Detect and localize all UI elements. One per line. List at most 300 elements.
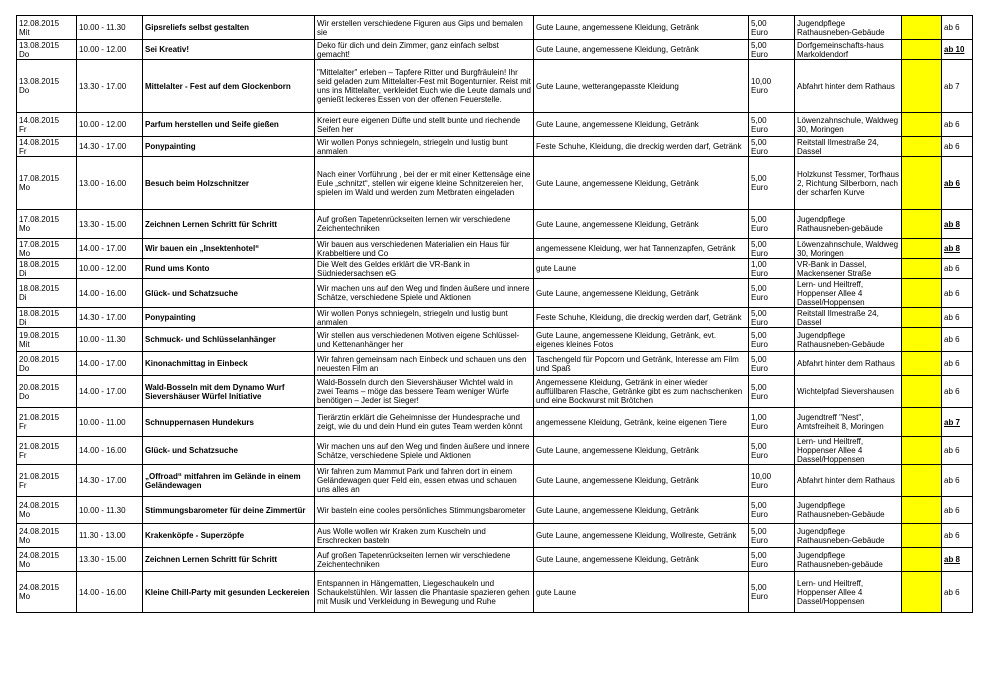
age-text: ab 6	[944, 120, 960, 129]
price-amount: 5,00	[751, 174, 767, 183]
bring-along-text: Gute Laune, wetterangepasste Kleidung	[536, 81, 679, 91]
activity-title: Sei Kreativ!	[145, 45, 190, 54]
highlight-cell	[902, 376, 942, 408]
location-text: Lern- und Heiltreff, Hoppenser Allee 4 Dassel/Hoppensen	[797, 437, 865, 464]
bring-along-cell	[534, 352, 749, 376]
activity-title-cell	[143, 60, 315, 113]
schedule-table	[16, 15, 973, 613]
weekday-text: Mo	[19, 592, 31, 601]
price-cell	[749, 210, 795, 239]
bring-along-cell	[534, 437, 749, 465]
price-currency: Euro	[751, 146, 768, 156]
description-text: Nach einer Vorführung , bei der er mit einer Kettensäge eine Eule „schnitzt“, stellen wir eigene kleine Schnitzereien her, spielen im Wald und werden zum Metbraten eingeladen	[317, 169, 531, 197]
price-currency: Euro	[751, 422, 768, 431]
location-cell	[795, 376, 902, 408]
date-cell	[17, 137, 77, 157]
time-text: 13.30 - 17.00	[79, 81, 127, 91]
price-currency: Euro	[751, 391, 768, 401]
age-text: ab 6	[944, 387, 960, 396]
date-text: 24.08.2015	[19, 526, 60, 536]
date-cell	[17, 113, 77, 137]
price-cell	[749, 308, 795, 328]
date-text: 17.08.2015	[19, 239, 60, 249]
table-row	[17, 328, 973, 352]
table-row	[17, 352, 973, 376]
date-text: 13.08.2015	[19, 40, 60, 50]
age-cell	[942, 572, 973, 613]
time-text: 10.00 - 11.00	[79, 417, 126, 427]
time-cell	[77, 210, 143, 239]
activity-title: Zeichnen Lernen Schritt für Schritt	[145, 219, 278, 229]
highlight-cell	[902, 259, 942, 279]
date-text: 24.08.2015	[19, 583, 60, 592]
date-cell	[17, 16, 77, 40]
price-cell	[749, 279, 795, 308]
price-amount: 5,00	[751, 441, 767, 451]
location-text: Jugendpflege Rathausneben-Gebäude	[797, 526, 885, 545]
price-cell	[749, 572, 795, 613]
weekday-text: Fr	[19, 422, 27, 431]
location-text: Jugendtreff "Nest", Amtsfreiheit 8, Moringen	[797, 413, 884, 431]
description-text: Wir stellen aus verschiedenen Motiven eigene Schlüssel- und Kettenanhänger her	[317, 330, 520, 349]
table-row	[17, 308, 973, 328]
highlight-cell	[902, 437, 942, 465]
bring-along-text: Gute Laune, angemessene Kleidung, Getränk	[536, 120, 699, 129]
description-cell	[315, 408, 534, 437]
price-currency: Euro	[751, 363, 768, 373]
bring-along-cell	[534, 210, 749, 239]
age-cell	[942, 157, 973, 210]
table-row	[17, 465, 973, 497]
price-amount: 5,00	[751, 18, 767, 28]
date-cell	[17, 157, 77, 210]
activity-title: Kinonachmittag in Einbeck	[145, 359, 248, 368]
description-cell	[315, 16, 534, 40]
time-cell	[77, 16, 143, 40]
time-cell	[77, 259, 143, 279]
activity-title: Zeichnen Lernen Schritt für Schritt	[145, 555, 278, 564]
date-cell	[17, 497, 77, 524]
price-amount: 5,00	[751, 583, 767, 592]
bring-along-cell	[534, 16, 749, 40]
location-text: Lern- und Heiltreff, Hoppenser Allee 4 Dassel/Hoppensen	[797, 578, 865, 606]
bring-along-text: Feste Schuhe, Kleidung, die dreckig werden darf, Getränk	[536, 142, 742, 151]
location-text: Löwenzahnschule, Waldweg 30, Moringen	[797, 115, 899, 134]
age-cell	[942, 352, 973, 376]
activity-title: „Offroad“ mitfahren im Gelände in einem Geländewagen	[145, 471, 301, 490]
activity-title: Wald-Bosseln mit dem Dynamo Wurf Sievershäuser Würfel Initiative	[145, 382, 285, 401]
date-cell	[17, 60, 77, 113]
age-text: ab 8	[944, 219, 961, 229]
age-cell	[942, 497, 973, 524]
weekday-text: Mo	[19, 510, 31, 519]
price-cell	[749, 113, 795, 137]
activity-title: Ponypainting	[145, 142, 196, 151]
date-cell	[17, 40, 77, 60]
age-cell	[942, 465, 973, 497]
age-cell	[942, 40, 973, 60]
description-text: Die Welt des Geldes erklärt die VR-Bank in Südniedersachsen eG	[317, 259, 470, 278]
price-cell	[749, 548, 795, 572]
highlight-cell	[902, 279, 942, 308]
age-text: ab 6	[944, 531, 960, 540]
weekday-text: Mit	[19, 339, 30, 349]
activity-title-cell	[143, 113, 315, 137]
location-cell	[795, 137, 902, 157]
location-cell	[795, 524, 902, 548]
price-cell	[749, 259, 795, 279]
schedule-document	[16, 15, 973, 613]
age-text: ab 8	[944, 244, 961, 253]
price-amount: 5,00	[751, 550, 767, 560]
date-cell	[17, 239, 77, 259]
price-currency: Euro	[751, 248, 768, 258]
activity-title: Ponypainting	[145, 313, 196, 322]
location-cell	[795, 408, 902, 437]
location-text: Jugendpflege Rathausneben-Gebäude	[797, 18, 885, 37]
location-text: Abfahrt hinter dem Rathaus	[797, 359, 895, 368]
price-cell	[749, 524, 795, 548]
table-row	[17, 259, 973, 279]
price-currency: Euro	[751, 293, 768, 302]
price-currency: Euro	[751, 124, 768, 134]
location-text: Abfahrt hinter dem Rathaus	[797, 81, 895, 91]
activity-title: Schnuppernasen Hundekurs	[145, 417, 254, 427]
age-text: ab 6	[944, 264, 960, 273]
price-amount: 5,00	[751, 215, 767, 224]
bring-along-text: Gute Laune, angemessene Kleidung, Getränk	[536, 45, 699, 54]
time-text: 14.00 - 17.00	[79, 387, 127, 396]
description-cell	[315, 137, 534, 157]
description-cell	[315, 376, 534, 408]
bring-along-text: Gute Laune, angemessene Kleidung, Getränk	[536, 178, 699, 188]
bring-along-cell	[534, 259, 749, 279]
age-text: ab 10	[944, 45, 965, 54]
highlight-cell	[902, 239, 942, 259]
activity-title-cell	[143, 328, 315, 352]
location-text: Dorfgemeinschafts-haus Markoldendorf	[797, 40, 884, 59]
price-cell	[749, 352, 795, 376]
activity-title: Glück- und Schatzsuche	[145, 288, 238, 298]
time-cell	[77, 408, 143, 437]
time-text: 10.00 - 12.00	[79, 45, 127, 54]
date-cell	[17, 328, 77, 352]
activity-title: Besuch beim Holzschnitzer	[145, 178, 250, 188]
bring-along-cell	[534, 497, 749, 524]
location-text: VR-Bank in Dassel, Mackensener Straße	[797, 259, 872, 278]
date-cell	[17, 408, 77, 437]
age-cell	[942, 279, 973, 308]
age-cell	[942, 408, 973, 437]
date-cell	[17, 259, 77, 279]
age-text: ab 6	[944, 23, 960, 32]
time-cell	[77, 437, 143, 465]
location-cell	[795, 16, 902, 40]
date-text: 18.08.2015	[19, 308, 60, 318]
time-cell	[77, 308, 143, 328]
age-text: ab 8	[944, 555, 961, 564]
time-cell	[77, 328, 143, 352]
time-text: 13.30 - 15.00	[79, 219, 127, 229]
price-currency: Euro	[751, 183, 768, 192]
activity-title: Kleine Chill-Party mit gesunden Leckereien	[145, 587, 310, 597]
description-text: Auf großen Tapetenrückseiten lernen wir verschiedene Zeichentechniken	[317, 550, 511, 569]
price-cell	[749, 408, 795, 437]
description-text: Wir machen uns auf den Weg und finden äußere und innere Schätze, verschiedene Spiele und Aktionen	[317, 441, 530, 460]
description-text: Wir erstellen verschiedene Figuren aus Gips und bemalen sie	[317, 18, 523, 37]
activity-title-cell	[143, 465, 315, 497]
table-row	[17, 40, 973, 60]
time-cell	[77, 524, 143, 548]
age-cell	[942, 113, 973, 137]
activity-title-cell	[143, 157, 315, 210]
price-currency: Euro	[751, 535, 768, 545]
table-row	[17, 60, 973, 113]
highlight-cell	[902, 137, 942, 157]
activity-title-cell	[143, 16, 315, 40]
description-text: Wir wollen Ponys schniegeln, striegeln und lustig bunt anmalen	[317, 137, 508, 156]
location-text: Lern- und Heiltreff, Hoppenser Allee 4 Dassel/Hoppensen	[797, 279, 865, 307]
bring-along-text: Gute Laune, angemessene Kleidung, Getränk	[536, 555, 699, 564]
location-text: Jugendpflege Rathausneben-Gebäude	[797, 330, 885, 349]
time-cell	[77, 113, 143, 137]
price-currency: Euro	[751, 592, 768, 601]
time-text: 10.00 - 12.00	[79, 120, 127, 129]
time-cell	[77, 352, 143, 376]
location-cell	[795, 40, 902, 60]
time-cell	[77, 465, 143, 497]
description-text: Deko für dich und dein Zimmer, ganz einfach selbst gemacht!	[317, 40, 499, 59]
location-cell	[795, 279, 902, 308]
price-cell	[749, 16, 795, 40]
bring-along-cell	[534, 465, 749, 497]
activity-title-cell	[143, 279, 315, 308]
weekday-text: Mit	[19, 27, 30, 37]
weekday-text: Do	[19, 86, 30, 95]
weekday-text: Di	[19, 268, 27, 278]
date-text: 12.08.2015	[19, 18, 60, 28]
highlight-cell	[902, 328, 942, 352]
time-text: 10.00 - 12.00	[79, 264, 127, 273]
date-text: 18.08.2015	[19, 259, 60, 269]
table-row	[17, 16, 973, 40]
activity-title-cell	[143, 239, 315, 259]
price-currency: Euro	[751, 450, 768, 460]
description-text: Wald-Bosseln durch den Sievershäuser Wichtel wald in zwei Teams – möge das bessere Team weniger Würfe benötigen – Jeder ist Sieger!	[317, 378, 513, 405]
price-currency: Euro	[751, 268, 768, 278]
highlight-cell	[902, 524, 942, 548]
table-row	[17, 437, 973, 465]
time-text: 10.00 - 11.30	[79, 505, 126, 515]
bring-along-text: Gute Laune, angemessene Kleidung, Getränk, evt. eigenes kleines Fotos	[536, 330, 717, 349]
activity-title-cell	[143, 352, 315, 376]
age-cell	[942, 259, 973, 279]
weekday-text: Do	[19, 363, 30, 373]
highlight-cell	[902, 497, 942, 524]
activity-title-cell	[143, 137, 315, 157]
price-currency: Euro	[751, 559, 768, 569]
age-text: ab 6	[944, 178, 961, 188]
price-currency: Euro	[751, 86, 768, 95]
time-text: 14.30 - 17.00	[79, 142, 127, 151]
location-text: Jugendpflege Rathausneben-gebäude	[797, 215, 883, 233]
bring-along-text: Gute Laune, angemessene Kleidung, Getränk	[536, 505, 699, 515]
activity-title-cell	[143, 210, 315, 239]
weekday-text: Mo	[19, 248, 31, 258]
table-row	[17, 497, 973, 524]
date-text: 20.08.2015	[19, 382, 60, 392]
date-cell	[17, 279, 77, 308]
location-cell	[795, 548, 902, 572]
location-text: Abfahrt hinter dem Rathaus	[797, 476, 895, 485]
price-amount: 5,00	[751, 330, 767, 340]
age-text: ab 6	[944, 587, 960, 597]
description-text: Wir fahren gemeinsam nach Einbeck und schauen uns den neuesten Film an	[317, 354, 527, 373]
highlight-cell	[902, 60, 942, 113]
time-cell	[77, 572, 143, 613]
activity-title: Glück- und Schatzsuche	[145, 446, 238, 455]
weekday-text: Fr	[19, 146, 27, 156]
age-cell	[942, 548, 973, 572]
age-text: ab 6	[944, 505, 960, 515]
bring-along-text: Angemessene Kleidung, Getränk in einer wieder auffüllbaren Flasche, Getränke gibt es zum nachschenken und eine Bockwurst mit Brötchen	[536, 378, 743, 405]
weekday-text: Mo	[19, 535, 31, 545]
description-text: Wir fahren zum Mammut Park und fahren dort in einem Geländewagen quer Feld ein, essen etwas und schauen uns alles an	[317, 467, 517, 494]
date-text: 21.08.2015	[19, 441, 60, 451]
location-cell	[795, 239, 902, 259]
description-cell	[315, 524, 534, 548]
description-cell	[315, 572, 534, 613]
table-row	[17, 157, 973, 210]
activity-title-cell	[143, 497, 315, 524]
description-cell	[315, 497, 534, 524]
age-text: ab 7	[944, 81, 960, 91]
age-cell	[942, 239, 973, 259]
time-cell	[77, 60, 143, 113]
bring-along-text: angemessene Kleidung, wer hat Tannenzapfen, Getränk	[536, 244, 736, 253]
date-text: 14.08.2015	[19, 137, 60, 147]
age-text: ab 6	[944, 446, 960, 455]
activity-title-cell	[143, 259, 315, 279]
description-cell	[315, 60, 534, 113]
description-cell	[315, 157, 534, 210]
price-currency: Euro	[751, 224, 768, 233]
bring-along-cell	[534, 376, 749, 408]
time-cell	[77, 376, 143, 408]
age-cell	[942, 60, 973, 113]
location-cell	[795, 497, 902, 524]
date-cell	[17, 465, 77, 497]
activity-title-cell	[143, 548, 315, 572]
weekday-text: Do	[19, 391, 30, 401]
bring-along-text: Feste Schuhe, Kleidung, die dreckig werden darf, Getränk	[536, 313, 742, 322]
bring-along-cell	[534, 239, 749, 259]
bring-along-text: Gute Laune, angemessene Kleidung, Getränk	[536, 219, 699, 229]
bring-along-cell	[534, 60, 749, 113]
activity-title: Krakenköpfe - Superzöpfe	[145, 531, 245, 540]
date-text: 24.08.2015	[19, 501, 60, 510]
time-text: 14.00 - 16.00	[79, 587, 127, 597]
description-text: Wir bauen aus verschiedenen Materialien ein Haus für Krabbeltiere und Co	[317, 239, 510, 258]
date-text: 13.08.2015	[19, 77, 60, 86]
bring-along-cell	[534, 279, 749, 308]
table-row	[17, 408, 973, 437]
description-cell	[315, 279, 534, 308]
description-cell	[315, 352, 534, 376]
description-text: Wir machen uns auf den Weg und finden äußere und innere Schätze, verschiedene Spiele und Aktionen	[317, 284, 530, 302]
date-text: 21.08.2015	[19, 471, 60, 481]
activity-title-cell	[143, 572, 315, 613]
bring-along-text: gute Laune	[536, 587, 577, 597]
location-text: Reitstall Ilmestraße 24, Dassel	[797, 308, 879, 327]
description-cell	[315, 259, 534, 279]
age-text: ab 6	[944, 142, 960, 151]
date-cell	[17, 548, 77, 572]
age-cell	[942, 137, 973, 157]
highlight-cell	[902, 465, 942, 497]
description-text: Wir basteln eine cooles persönliches Stimmungsbarometer	[317, 505, 526, 515]
bring-along-cell	[534, 113, 749, 137]
price-currency: Euro	[751, 480, 768, 490]
highlight-cell	[902, 352, 942, 376]
weekday-text: Mo	[19, 183, 31, 192]
time-text: 14.00 - 17.00	[79, 359, 127, 368]
description-cell	[315, 113, 534, 137]
date-cell	[17, 308, 77, 328]
bring-along-text: Gute Laune, angemessene Kleidung, Wollreste, Getränk	[536, 531, 737, 540]
price-cell	[749, 465, 795, 497]
time-text: 14.30 - 17.00	[79, 313, 127, 322]
price-cell	[749, 437, 795, 465]
date-cell	[17, 376, 77, 408]
table-row	[17, 113, 973, 137]
highlight-cell	[902, 157, 942, 210]
highlight-cell	[902, 113, 942, 137]
weekday-text: Do	[19, 49, 30, 59]
price-cell	[749, 157, 795, 210]
date-text: 17.08.2015	[19, 215, 60, 224]
activity-title-cell	[143, 376, 315, 408]
age-text: ab 6	[944, 476, 960, 485]
price-currency: Euro	[751, 510, 768, 519]
date-cell	[17, 210, 77, 239]
price-amount: 5,00	[751, 40, 767, 50]
location-cell	[795, 465, 902, 497]
activity-title-cell	[143, 437, 315, 465]
description-cell	[315, 210, 534, 239]
date-text: 17.08.2015	[19, 174, 60, 183]
activity-title: Schmuck- und Schlüsselanhänger	[145, 335, 276, 344]
price-amount: 5,00	[751, 308, 767, 318]
time-text: 13.30 - 15.00	[79, 555, 127, 564]
age-text: ab 6	[944, 313, 960, 322]
description-text: Auf großen Tapetenrückseiten lernen wir verschiedene Zeichentechniken	[317, 215, 511, 233]
time-text: 14.00 - 16.00	[79, 446, 127, 455]
description-cell	[315, 308, 534, 328]
bring-along-text: Gute Laune, angemessene Kleidung, Getränk	[536, 288, 699, 298]
bring-along-cell	[534, 548, 749, 572]
description-text: "Mittelalter" erleben – Tapfere Ritter und Burgfräulein! Ihr seid geladen zum Mittelalter-Fest mit Bogenturnier. Reist mit uns ins Mittelalter, verkleidet Euch wie die Leute damals und genießt leckeres Essen von der offenen Feuerstelle.	[317, 68, 531, 104]
location-cell	[795, 437, 902, 465]
highlight-cell	[902, 16, 942, 40]
price-cell	[749, 137, 795, 157]
location-text: Jugendpflege Rathausneben-gebäude	[797, 550, 883, 569]
bring-along-text: Gute Laune, angemessene Kleidung, Getränk	[536, 23, 699, 32]
location-cell	[795, 210, 902, 239]
time-cell	[77, 239, 143, 259]
age-cell	[942, 308, 973, 328]
weekday-text: Mo	[19, 559, 31, 569]
